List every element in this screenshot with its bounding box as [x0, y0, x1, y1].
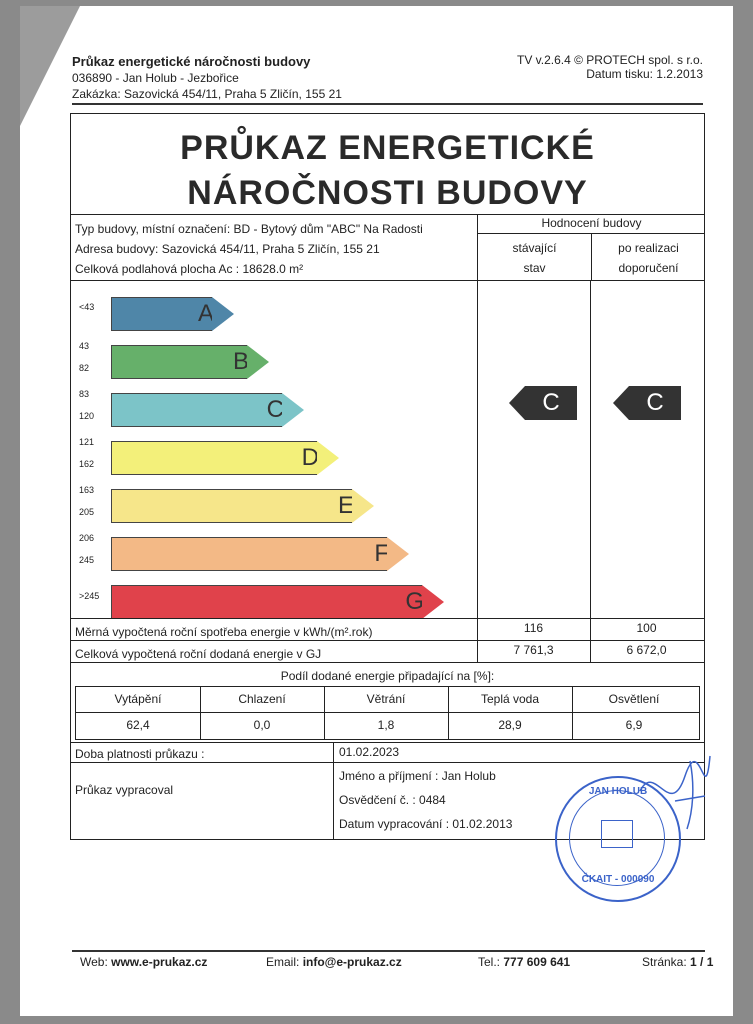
validity-value: 01.02.2023 [339, 745, 400, 759]
specific-recommended-value: 100 [636, 621, 657, 635]
author-line: 036890 - Jan Holub - Jezbořice [72, 71, 239, 85]
page-label: Stránka: [642, 955, 687, 969]
share-value-heating: 62,4 [126, 718, 150, 732]
prepared-date: Datum vypracování : 01.02.2013 [339, 817, 513, 831]
tel-label: Tel.: [478, 955, 501, 969]
divider [71, 762, 704, 763]
recommended-header-line-1: po realizaci [618, 241, 679, 255]
share-header-lighting: Osvětlení [608, 692, 660, 706]
header-left [72, 54, 342, 102]
energy-bar-a [111, 297, 212, 331]
total-current-value: 7 761,3 [513, 643, 554, 657]
scale-label-f-low: 206 [79, 533, 95, 543]
recommended-class-badge: C [629, 386, 681, 420]
signature [635, 751, 715, 831]
current-class-badge: C [525, 386, 577, 420]
email-label: Email: [266, 955, 300, 969]
energy-letter-c: C [266, 396, 284, 423]
share-value-ventilation: 1,8 [377, 718, 395, 732]
building-address: Adresa budovy: Sazovická 454/11, Praha 5 Zličín, 155 21 [75, 242, 380, 256]
scale-label-d-high: 162 [79, 459, 95, 469]
web-link[interactable]: www.e-prukaz.cz [111, 955, 208, 969]
energy-bar-f [111, 537, 387, 571]
rating-title: Hodnocení budovy [541, 216, 642, 230]
divider [71, 662, 704, 663]
divider [76, 712, 699, 713]
share-header-ventilation: Větrání [366, 692, 406, 706]
title-line-2: NÁROČNOSTI BUDOVY [187, 174, 588, 212]
footer-email [266, 955, 402, 969]
tel-value: 777 609 641 [503, 955, 571, 969]
scale-label-b-high: 82 [79, 363, 90, 373]
energy-bar-e [111, 489, 352, 523]
total-energy-label: Celková vypočtená roční dodaná energie v GJ [75, 647, 322, 661]
page-fold [20, 6, 80, 126]
scale-label-e-low: 163 [79, 485, 95, 495]
energy-share-table [75, 686, 700, 740]
share-value-cooling: 0,0 [253, 718, 271, 732]
specific-consumption-label: Měrná vypočtená roční spotřeba energie v kWh/(m².rok) [75, 625, 373, 639]
footer-divider [72, 950, 705, 952]
page-title [71, 126, 704, 216]
building-info [75, 219, 423, 279]
scale-label-c-low: 83 [79, 389, 90, 399]
share-header-heating: Vytápění [114, 692, 162, 706]
divider [477, 280, 478, 618]
stamp-name: JAN HOLUB [588, 786, 648, 797]
current-header-line-2: stav [523, 261, 546, 275]
share-value-hot-water: 28,9 [498, 718, 522, 732]
footer-page [642, 955, 713, 969]
order-line: Zakázka: Sazovická 454/11, Praha 5 Zličín, 155 21 [72, 87, 342, 101]
energy-bar-d [111, 441, 317, 475]
rating-header [477, 214, 705, 281]
header-divider [72, 103, 703, 105]
scale-label-e-high: 205 [79, 507, 95, 517]
energy-letter-d: D [301, 444, 319, 471]
specific-current-value: 116 [523, 621, 544, 635]
divider [333, 742, 334, 839]
scale-label-b-low: 43 [79, 341, 90, 351]
current-header-line-1: stávající [512, 241, 557, 255]
share-title: Podíl dodané energie připadající na [%]: [280, 669, 495, 683]
scale-label-c-high: 120 [79, 411, 95, 421]
energy-letter-f: F [374, 540, 389, 567]
energy-bar-g [111, 585, 422, 619]
footer-tel [478, 955, 570, 969]
page-number: 1 / 1 [690, 955, 714, 969]
energy-letter-b: B [232, 348, 249, 375]
recommended-header-line-2: doporučení [618, 261, 679, 275]
doc-title: Průkaz energetické náročnosti budovy [72, 54, 311, 69]
share-header-cooling: Chlazení [238, 692, 286, 706]
certificate-page [20, 6, 733, 1016]
scale-label-f-high: 245 [79, 555, 95, 565]
header-right [517, 53, 703, 81]
energy-letter-a: A [197, 300, 214, 327]
scale-label-a-low: <43 [79, 302, 95, 312]
energy-letter-e: E [337, 492, 354, 519]
print-date: Datum tisku: 1.2.2013 [586, 67, 703, 81]
total-recommended-value: 6 672,0 [626, 643, 667, 657]
certificate-frame [70, 113, 705, 840]
scale-label-d-low: 121 [79, 437, 95, 447]
current-column-header [478, 238, 591, 278]
share-header-hot-water: Teplá voda [480, 692, 540, 706]
building-area: Celková podlahová plocha Ac : 18628.0 m² [75, 262, 304, 276]
web-label: Web: [80, 955, 108, 969]
footer-web [80, 955, 207, 969]
prepared-label: Průkaz vypracoval [75, 783, 174, 797]
prepared-cert: Osvědčení č. : 0484 [339, 793, 446, 807]
stamp-emblem-icon [601, 820, 633, 848]
title-line-1: PRŮKAZ ENERGETICKÉ [180, 129, 595, 167]
recommended-column-header [592, 238, 705, 278]
divider [71, 280, 704, 281]
energy-letter-g: G [405, 588, 424, 615]
stamp-org: ČKAIT - 000090 [581, 874, 655, 885]
energy-bar-b [111, 345, 247, 379]
divider [590, 280, 591, 618]
prepared-name: Jméno a příjmení : Jan Holub [339, 769, 496, 783]
energy-bar-c [111, 393, 282, 427]
software-version: TV v.2.6.4 © PROTECH spol. s r.o. [516, 53, 703, 67]
scale-label-g-low: >245 [79, 591, 100, 601]
email-link[interactable]: info@e-prukaz.cz [302, 955, 402, 969]
building-type: Typ budovy, místní označení: BD - Bytový dům "ABC" Na Radosti [75, 222, 423, 236]
share-value-lighting: 6,9 [625, 718, 643, 732]
validity-label: Doba platnosti průkazu : [75, 747, 205, 761]
